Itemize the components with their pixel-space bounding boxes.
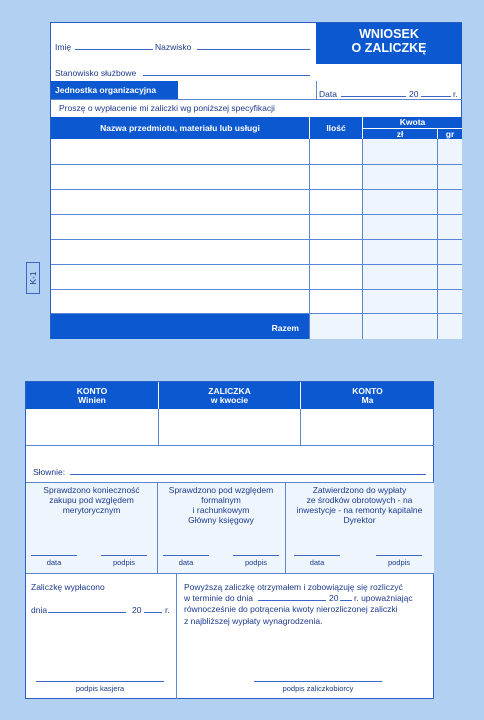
declaration-line1: Powyższą zaliczkę otrzymałem i zobowiązuję się rozliczyć	[184, 582, 403, 592]
podpis-kasjera: podpis kasjera	[75, 684, 125, 693]
imie-field[interactable]	[75, 41, 153, 50]
declaration-year-field[interactable]	[340, 592, 352, 601]
sig-data-3: data	[309, 558, 325, 567]
total-qty-cell[interactable]	[309, 314, 362, 339]
sig-data-2: data	[178, 558, 194, 567]
paid-year-prefix: 20	[132, 605, 142, 615]
declaration-line2a: w terminie do dnia	[184, 593, 253, 603]
paid-dnia-label: dnia	[31, 605, 48, 615]
form-title-line2: O ZALICZKĘ	[351, 41, 427, 55]
col-amount-header: Kwota	[362, 117, 462, 128]
advance-settlement-form	[25, 381, 434, 699]
podpis-zaliczkobiorcy: podpis zaliczkobiorcy	[282, 684, 354, 693]
konto-winien-header: KONTO Winien	[26, 382, 158, 409]
total-label: Razem	[51, 314, 309, 339]
date-field[interactable]	[341, 88, 406, 97]
check-zatwierdzono: Zatwierdzono do wypłaty ze środków obrotowych - na inwestycje - na remonty kapitalne Dyrektor	[296, 485, 423, 525]
jednostka-label: Jednostka organizacyjna	[51, 81, 178, 99]
declaration-line3: równocześnie do potrącenia kwoty nierozliczonej zaliczki	[184, 604, 398, 614]
paid-year-suffix: r.	[165, 605, 170, 615]
zaliczka-header: ZALICZKA w kwocie	[158, 382, 300, 409]
sig-podpis-1: podpis	[112, 558, 136, 567]
slownie-field[interactable]	[70, 466, 426, 475]
declaration-line4: z najbliższej wypłaty wynagrodzenia.	[184, 616, 323, 626]
check-merytoryczne: Sprawdzono konieczność zakupu pod względem merytorycznym	[43, 485, 140, 515]
sig-podpis-2: podpis	[244, 558, 268, 567]
side-tab-label: K-1	[28, 271, 38, 285]
side-tab	[26, 262, 40, 294]
slownie-label: Słownie:	[33, 467, 66, 477]
konto-ma-header: KONTO Ma	[300, 382, 434, 409]
imie-label: Imię	[55, 42, 72, 52]
total-zl-cell[interactable]	[362, 314, 437, 339]
advance-request-form	[50, 22, 462, 339]
form-title-line1: WNIOSEK	[359, 27, 419, 41]
declaration-line2c: r. upoważniając	[354, 593, 413, 603]
paid-year-field[interactable]	[144, 604, 162, 613]
stanowisko-field[interactable]	[143, 67, 310, 76]
col-name-header: Nazwa przedmiotu, materiału lub usługi	[51, 117, 309, 139]
check-formalne: Sprawdzono pod względem formalnym i rachunkowym Główny księgowy	[168, 485, 274, 525]
sig-data-1: data	[46, 558, 62, 567]
request-text: Proszę o wypłacenie mi zaliczki wg poniższej specyfikacji	[59, 103, 275, 113]
spec-table-body	[51, 139, 462, 314]
nazwisko-field[interactable]	[197, 41, 310, 50]
total-gr-cell[interactable]	[437, 314, 462, 339]
col-qty-header: Ilość	[309, 117, 362, 139]
declaration-line2b: 20	[329, 593, 339, 603]
col-zl-header: zł	[362, 128, 437, 139]
paid-date-field[interactable]	[48, 604, 126, 613]
date-year-suffix: r.	[453, 89, 458, 99]
stanowisko-label: Stanowisko służbowe	[55, 68, 137, 78]
nazwisko-label: Nazwisko	[155, 42, 192, 52]
col-gr-header: gr	[437, 128, 462, 139]
date-year-prefix: 20	[409, 89, 419, 99]
declaration-date-field[interactable]	[258, 592, 326, 601]
form-title	[316, 23, 462, 64]
sig-podpis-3: podpis	[387, 558, 411, 567]
paid-label: Zaliczkę wypłacono	[31, 582, 105, 592]
date-year-field[interactable]	[421, 88, 451, 97]
date-label: Data	[319, 89, 337, 99]
